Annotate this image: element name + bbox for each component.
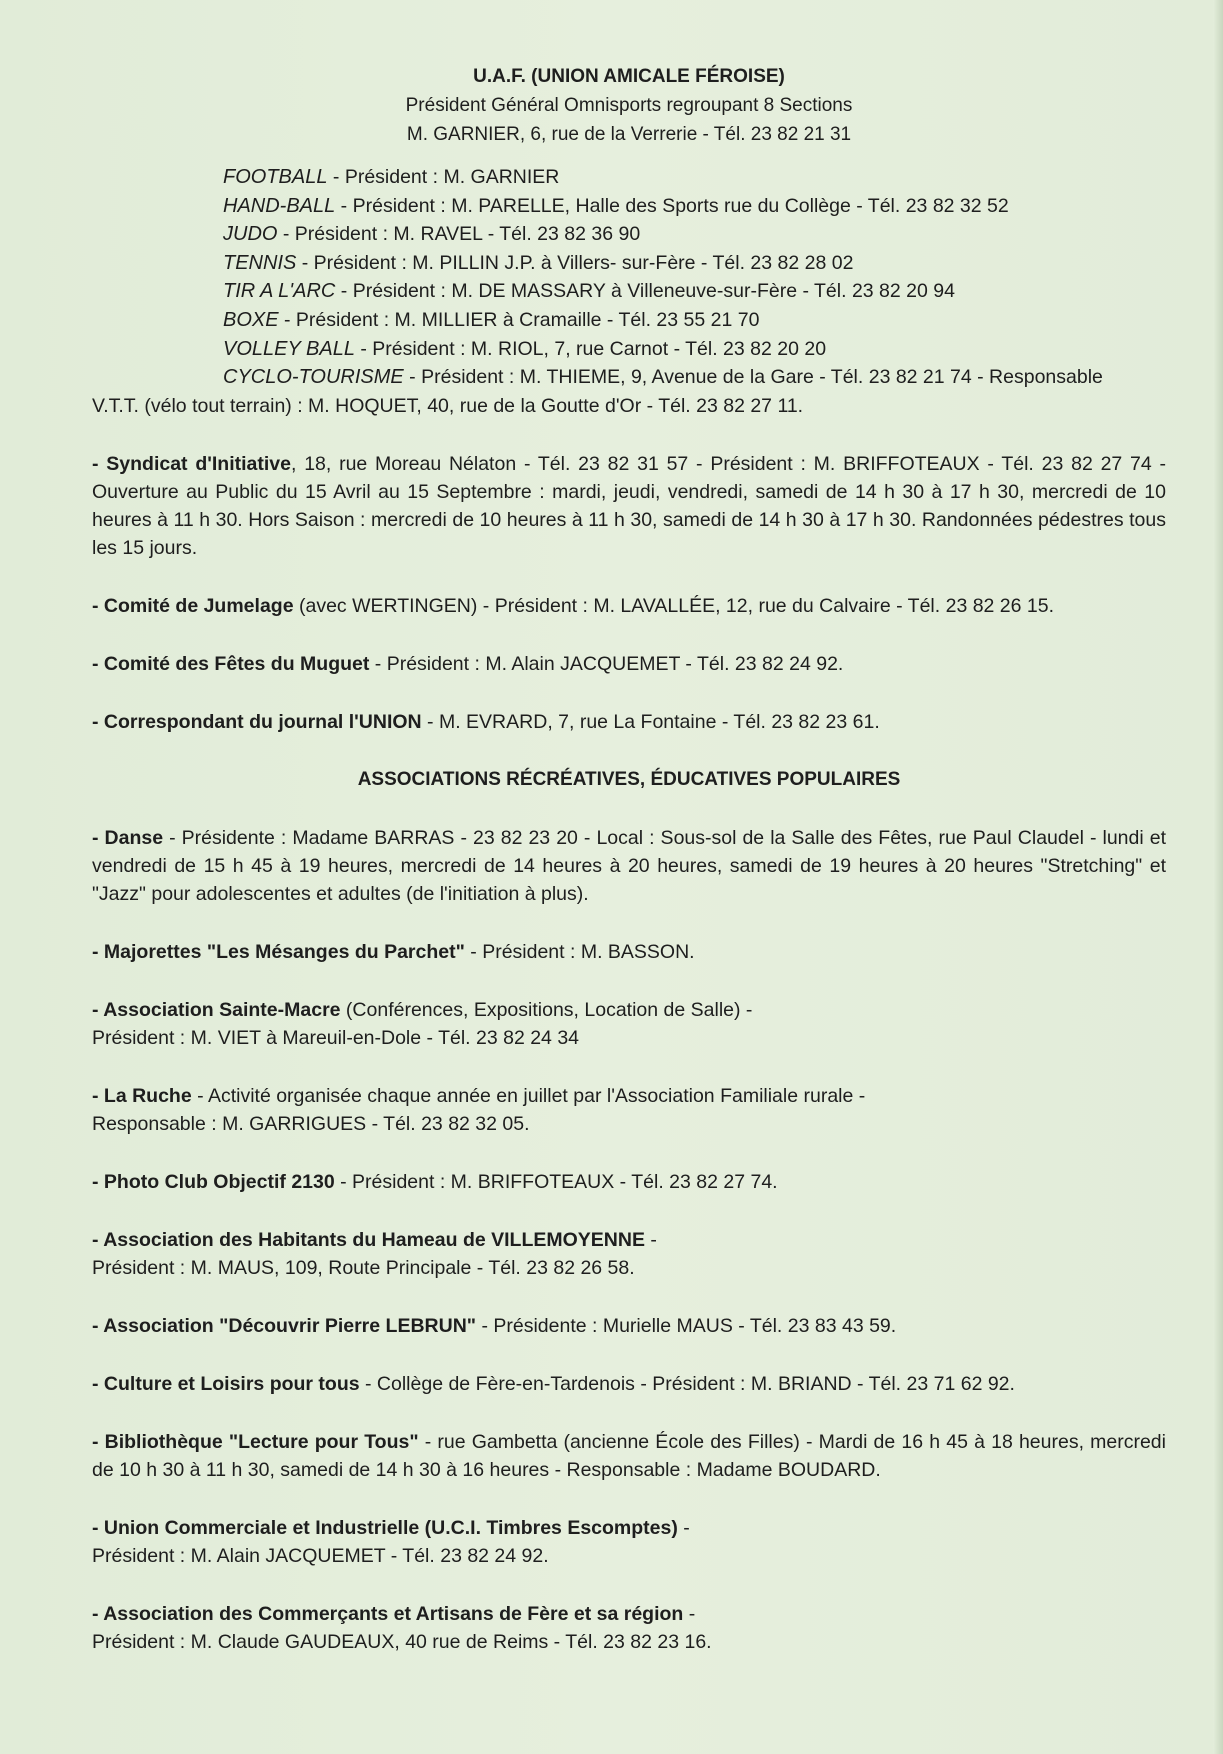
associations-heading: ASSOCIATIONS RÉCRÉATIVES, ÉDUCATIVES POPULAIRES [357, 769, 901, 791]
section-row [92, 192, 1166, 221]
entry-line2: Président : M. Claude GAUDEAUX, 40 rue de Reims - Tél. 23 82 23 16. [92, 1631, 712, 1654]
section-sport: JUDO [223, 223, 278, 246]
entry-text: - Président : M. BASSON. [464, 941, 695, 964]
entry-text: (avec WERTINGEN) - Président : M. LAVALLÉE, 12, rue du Calvaire - Tél. 23 82 26 15. [293, 595, 1055, 618]
entry-name: - Comité de Jumelage [92, 595, 294, 618]
entry-name: - Association Sainte-Macre [92, 999, 341, 1022]
entry-villemoyenne [92, 1226, 1166, 1282]
section-sport: FOOTBALL [223, 166, 328, 188]
section-text: - Président : M. RAVEL - Tél. 23 82 36 90 [277, 223, 641, 246]
entry-text: - Président : M. BRIFFOTEAUX - Tél. 23 82 27 74. [334, 1171, 778, 1194]
entry-lebrun [92, 1312, 1166, 1340]
entry-muguet [92, 650, 1166, 678]
entry-text: - rue Gambetta (ancienne École des Filles) - Mardi de 16 h 45 à 18 heures, mercredi de 10 h 30 à 11 h 30, samedi de 14 h 30 à 16 heures - Responsable : Madame BOUDARD. [92, 1431, 1166, 1482]
entry-line2: Président : M. MAUS, 109, Route Principale - Tél. 23 82 26 58. [92, 1257, 635, 1280]
entry-text: , 18, rue Moreau Nélaton - Tél. 23 82 31 57 - Président : M. BRIFFOTEAUX - Tél. 23 82 27 74 - Ouverture au Public du 15 Avril au 15 Septembre : mardi, jeudi, vendredi, samedi de 14 h 30 à 17 h 30, mercredi de 10 heures à 11 h 30. Hors Saison : mercredi de 10 heures à 11 h 30, samedi de 14 h 30 à 17 h 30. Randonnées pédestres tous les 15 jours. [92, 453, 1167, 560]
entry-text: - [644, 1229, 657, 1252]
entry-name: - Union Commerciale et Industrielle (U.C.I. Timbres Escomptes) [92, 1517, 678, 1540]
uaf-header [92, 62, 1166, 149]
section-row [92, 335, 1166, 364]
section-row [92, 249, 1166, 278]
section-sport: CYCLO-TOURISME [223, 366, 404, 389]
section-row [92, 277, 1166, 306]
entry-text: - Présidente : Madame BARRAS - 23 82 23 20 - Local : Sous-sol de la Salle des Fêtes, rue Paul Claudel - lundi et vendredi de 15 h 45 à 19 heures, mercredi de 14 heures à 20 heures, samedi de 19 heures à 20 heures "Stretching" et "Jazz" pour adolescentes et adultes (de l'initiation à plus). [92, 827, 1166, 906]
section-row [92, 363, 1166, 392]
entry-name: - Association des Commerçants et Artisans de Fère et sa région [92, 1603, 684, 1626]
section-text: - Président : M. PARELLE, Halle des Sports rue du Collège - Tél. 23 82 32 52 [335, 194, 1009, 217]
entry-name: - La Ruche [92, 1085, 192, 1108]
section-sport: BOXE [223, 308, 279, 331]
section-sport: VOLLEY BALL [223, 337, 355, 360]
entry-name: - Syndicat d'Initiative [92, 453, 291, 476]
entry-line2: Président : M. VIET à Mareuil-en-Dole - Tél. 23 82 24 34 [92, 1027, 580, 1050]
entry-text: - Président : M. Alain JACQUEMET - Tél. 23 82 24 92. [369, 653, 844, 676]
entry-danse [92, 824, 1166, 908]
entry-bibliotheque [92, 1428, 1166, 1484]
section-sport: HAND-BALL [223, 194, 336, 217]
entry-text: (Conférences, Expositions, Location de Salle) - [340, 999, 753, 1022]
entry-name: - Majorettes "Les Mésanges du Parchet" [92, 941, 465, 964]
entry-name: - Photo Club Objectif 2130 [92, 1171, 335, 1194]
entry-text: - M. EVRARD, 7, rue La Fontaine - Tél. 23 82 23 61. [421, 711, 880, 734]
entry-name: - Association des Habitants du Hameau de VILLEMOYENNE [92, 1229, 645, 1252]
entry-name: - Correspondant du journal l'UNION [92, 711, 422, 734]
entry-text: - Présidente : Murielle MAUS - Tél. 23 83 43 59. [476, 1315, 897, 1338]
entry-text: - Collège de Fère-en-Tardenois - Président : M. BRIAND - Tél. 23 71 62 92. [359, 1373, 1015, 1396]
entry-text: - [677, 1517, 690, 1540]
section-text: - Président : M. MILLIER à Cramaille - Tél. 23 55 21 70 [278, 308, 760, 331]
entry-la-ruche [92, 1082, 1166, 1138]
uaf-subtitle: Président Général Omnisports regroupant 8 Sections [405, 95, 853, 116]
entry-line2: Responsable : M. GARRIGUES - Tél. 23 82 32 05. [92, 1113, 530, 1136]
entry-line2: Président : M. Alain JACQUEMET - Tél. 23 82 24 92. [92, 1545, 549, 1568]
entry-commercants [92, 1600, 1166, 1656]
section-text: - Président : M. GARNIER [327, 166, 560, 188]
section-text: - Président : M. RIOL, 7, rue Carnot - Tél. 23 82 20 20 [354, 337, 827, 360]
entry-name: - Bibliothèque "Lecture pour Tous" [92, 1431, 419, 1454]
entry-photo-club [92, 1168, 1166, 1196]
sport-sections [92, 163, 1166, 420]
section-row [92, 163, 1166, 192]
document-content [92, 62, 1166, 1656]
entry-union [92, 708, 1166, 736]
entry-jumelage [92, 592, 1166, 620]
page-edge-shadow [1213, 0, 1223, 1754]
entry-uci [92, 1514, 1166, 1570]
section-row [92, 306, 1166, 335]
entry-sainte-macre [92, 996, 1166, 1052]
entry-syndicat [92, 450, 1166, 562]
entry-name: - Culture et Loisirs pour tous [92, 1373, 360, 1396]
entry-culture-loisirs [92, 1370, 1166, 1398]
uaf-address: M. GARNIER, 6, rue de la Verrerie - Tél. 23 82 21 31 [406, 124, 852, 145]
entry-majorettes [92, 938, 1166, 966]
entry-name: - Comité des Fêtes du Muguet [92, 653, 370, 676]
section-text: - Président : M. PILLIN J.P. à Villers- sur-Fère - Tél. 23 82 28 02 [296, 251, 854, 274]
cyclo-continuation: V.T.T. (vélo tout terrain) : M. HOQUET, 40, rue de la Goutte d'Or - Tél. 23 82 27 11. [92, 394, 804, 417]
section-row [92, 220, 1166, 249]
section-text: - Président : M. DE MASSARY à Villeneuve-sur-Fère - Tél. 23 82 20 94 [335, 280, 955, 303]
section-sport: TENNIS [223, 251, 297, 274]
section-sport: TIR A L'ARC [223, 280, 336, 303]
section-text: - Président : M. THIEME, 9, Avenue de la Gare - Tél. 23 82 21 74 - Responsable [403, 366, 1103, 389]
entry-name: - Danse [92, 827, 164, 850]
entry-name: - Association "Découvrir Pierre LEBRUN" [92, 1315, 477, 1338]
entry-text: - Activité organisée chaque année en juillet par l'Association Familiale rurale - [191, 1085, 866, 1108]
uaf-title: U.A.F. (UNION AMICALE FÉROISE) [473, 66, 785, 87]
entry-text: - [683, 1603, 696, 1626]
